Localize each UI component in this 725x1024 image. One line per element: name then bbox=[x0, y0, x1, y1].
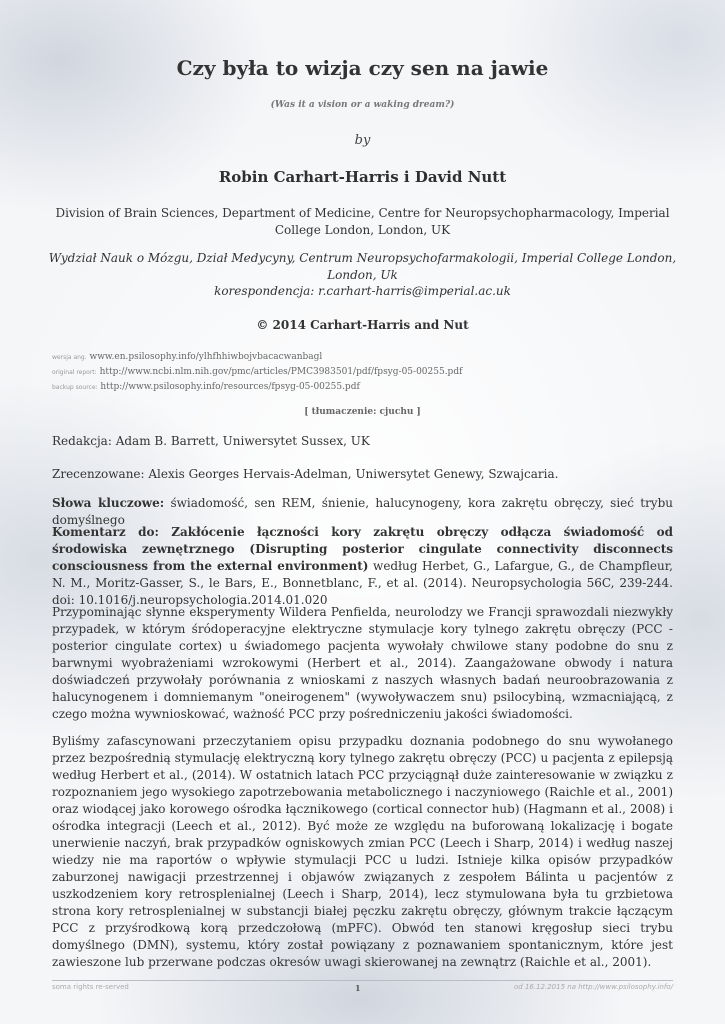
link-label-backup: backup source: bbox=[52, 384, 98, 391]
footer-source bbox=[514, 983, 673, 991]
translation-note: [ tłumaczenie: cjuchu ] bbox=[304, 407, 421, 417]
affiliation-polish: Wydział Nauk o Mózgu, Dział Medycyny, Centrum Neuropsychofarmakologii, Imperial College London, London, Uk bbox=[48, 251, 677, 282]
link-row-backup bbox=[52, 380, 462, 395]
footer-divider bbox=[52, 980, 673, 981]
authors: Robin Carhart-Harris i David Nutt bbox=[218, 168, 507, 186]
source-links bbox=[52, 350, 462, 395]
document-title: Czy była to wizja czy sen na jawie bbox=[176, 56, 549, 80]
link-original-report[interactable]: http://www.ncbi.nlm.nih.gov/pmc/articles/PMC3983501/pdf/fpsyg-05-00255.pdf bbox=[99, 367, 463, 377]
page-number: 1 bbox=[355, 983, 361, 993]
by-line: by bbox=[354, 133, 371, 148]
link-label-original: original report: bbox=[52, 369, 97, 376]
link-row-original bbox=[52, 365, 462, 380]
link-english-version[interactable]: www.en.psilosophy.info/ylhfhhiwbojvbacacwanbagl bbox=[89, 352, 323, 362]
commentary bbox=[52, 524, 673, 609]
reviewer-line: Zrecenzowane: Alexis Georges Hervais-Adelman, Uniwersytet Genewy, Szwajcaria. bbox=[52, 467, 559, 481]
link-row-english bbox=[52, 350, 462, 365]
editor-line: Redakcja: Adam B. Barrett, Uniwersytet Sussex, UK bbox=[52, 434, 370, 448]
link-label-english: wersja ang. bbox=[52, 354, 87, 361]
footer-rights: soma rights re-served bbox=[52, 983, 129, 991]
affiliation-english: Division of Brain Sciences, Department of Medicine, Centre for Neuropsychopharmacology, Imperial College London, London, UK bbox=[55, 206, 670, 237]
commentary-title: Komentarz do: Zakłócenie łączności kory zakrętu obręczy odłącza świadomość od środowiska zewnętrznego (Disrupting posterior cingulate connectivity disconnects consciousness from the external environment) bbox=[52, 525, 673, 573]
footer-url[interactable]: http://www.psilosophy.info/ bbox=[578, 983, 673, 991]
footer-date: od 16.12.2015 na bbox=[514, 983, 576, 991]
copyright: © 2014 Carhart-Harris and Nut bbox=[256, 318, 469, 332]
correspondence: korespondencja: r.carhart-harris@imperial.ac.uk bbox=[214, 284, 511, 298]
link-backup-source[interactable]: http://www.psilosophy.info/resources/fpsyg-05-00255.pdf bbox=[100, 382, 360, 392]
keywords-text: świadomość, sen REM, śnienie, halucynogeny, kora zakrętu obręczy, sieć trybu domyślnego bbox=[52, 496, 673, 527]
body-paragraph-1: Przypominając słynne eksperymenty Wildera Penfielda, neurolodzy we Francji sprawozdali niezwykły przypadek, w którym śródoperacyjne elektryczne stymulacje kory tylnego zakrętu obręczy (PCC - posterior cingulate cortex) u świadomego pacjenta wywołały chwilowe stany podobne do snu z barwnymi wyobrażeniami wzrokowymi (Herbert et al., 2014). Zaangażowane obwody i natura doświadczeń przywołały porównania z wnioskami z naszych własnych badań neuroobrazowania z halucynogenem i domniemanym "oneirogenem" (wywoływaczem snu) psilocybiną, wzmacniającą, z czego można wywnioskować, ważność PCC przy pośredniczeniu jakości świadomości. bbox=[52, 605, 673, 721]
document-subtitle: (Was it a vision or a waking dream?) bbox=[270, 100, 455, 110]
keywords-label: Słowa kluczowe: bbox=[52, 496, 165, 510]
body-paragraph-2: Byliśmy zafascynowani przeczytaniem opisu przypadku doznania podobnego do snu wywołanego przez bezpośrednią stymulację elektryczną kory tylnego zakrętu obręczy (PCC) u pacjenta z epilepsją według Herbert et al., (2014). W ostatnich latach PCC przyciągnął duże zainteresowanie w związku z rozpoznaniem jego wysokiego zapotrzebowania metabolicznego i naczyniowego (Raichle et al., 2001) oraz wiodącej jako korowego ośrodka łącznikowego (cortical connector hub) (Hagmann et al., 2008) i ośrodka integracji (Leech et al., 2012). Być może ze względu na buforowaną lokalizację i bogate unerwienie naczyń, brak przypadków ogniskowych zmian PCC (Leech i Sharp, 2014) i według naszej wiedzy nie ma raportów o wpływie stymulacji PCC u ludzi. Istnieje kilka opisów przypadków zaburzonej nawigacji przestrzennej i objawów związanych z zespołem Bálinta u pacjentów z uszkodzeniem kory retrosplenialnej (Leech i Sharp, 2014), lecz stymulowana była tu grzbietowa strona kory retrosplenialnej w substancji białej pęczku zakrętu obręczy, głównym trakcie łączącym PCC z przyśrodkową korą przedczołową (mPFC). Obwód ten stanowi kręgosłup sieci trybu domyślnego (DMN), systemu, który został powiązany z poznawaniem spontanicznym, które jest zawieszone lub przerwane podczas okresów uwagi skierowanej na zewnątrz (Raichle et al., 2001). bbox=[52, 734, 673, 969]
commentary-reference: według Herbet, G., Lafargue, G., de Champfleur, N. M., Moritz-Gasser, S., le Bars, E., Bonnetblanc, F., et al. (2014). Neuropsychologia 56C, 239-244. doi: 10.1016/j.neuropsychologia.2014.01.020 bbox=[52, 559, 673, 607]
